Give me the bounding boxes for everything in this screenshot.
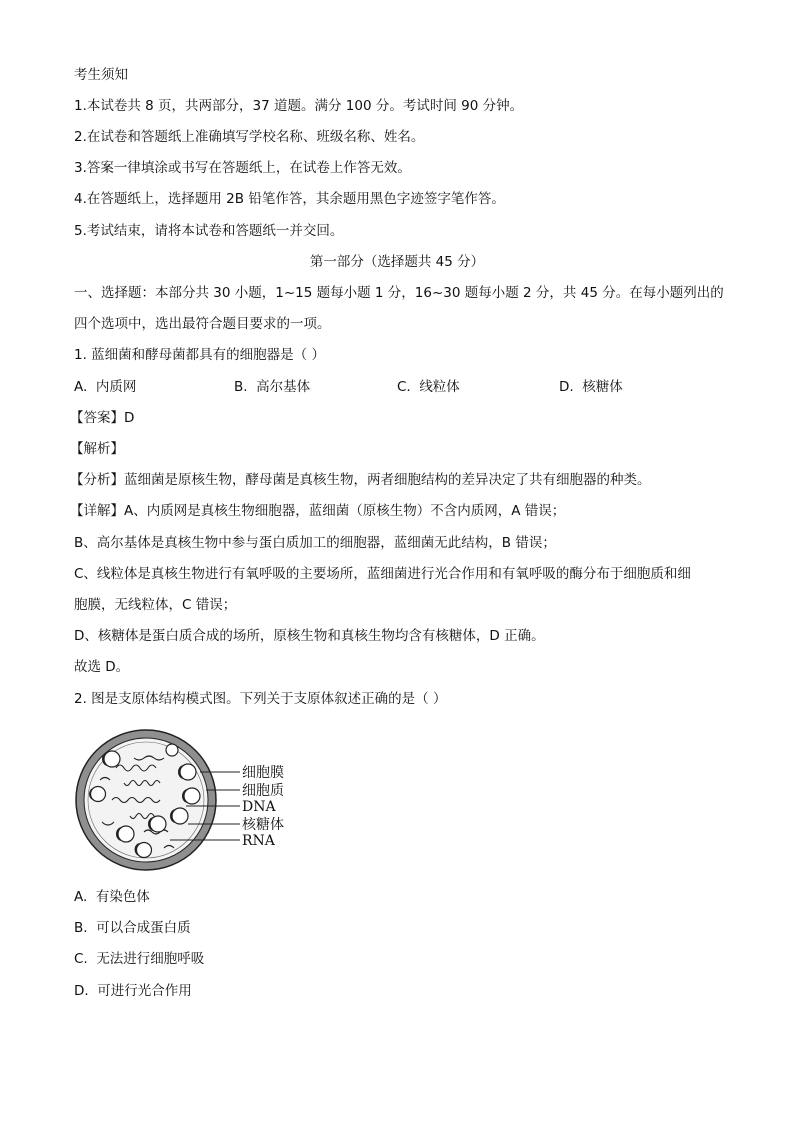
instruction-item-4: 4.在答题纸上，选择题用 2B 铅笔作答，其余题用黑色字迹签字笔作答。 [74, 191, 505, 207]
q2-option-letter: B. [74, 920, 88, 936]
q1-option-text: 线粒体 [419, 379, 460, 395]
q2-option-text: 可进行光合作用 [97, 983, 192, 999]
q1-explain-c-line-1: C、线粒体是真核生物进行有氧呼吸的主要场所，蓝细菌进行光合作用和有氧呼吸的酶分布于细胞质和细 [74, 566, 691, 582]
q2-option-text: 有染色体 [95, 889, 150, 905]
q1-explain-d: D、核糖体是蛋白质合成的场所，原核生物和真核生物均含有核糖体，D 正确。 [74, 628, 545, 644]
label-rna: RNA [242, 833, 275, 849]
label-cytoplasm: 细胞质 [242, 783, 284, 799]
label-dna: DNA [242, 799, 276, 815]
q2-option-text: 可以合成蛋白质 [96, 920, 191, 936]
part1-heading: 第一部分（选择题共 45 分） [309, 254, 485, 270]
part1-intro-line-2: 四个选项中，选出最符合题目要求的一项。 [74, 316, 331, 332]
q1-option-b [234, 378, 310, 396]
q1-fenxi: 【分析】蓝细菌是原核生物，酵母菌是真核生物，两者细胞结构的差异决定了共有细胞器的种类。 [70, 472, 651, 488]
q1-option-letter: B. [234, 379, 248, 395]
q1-xiangjie: 【详解】A、内质网是真核生物细胞器，蓝细菌（原核生物）不含内质网，A 错误； [70, 503, 566, 519]
q1-option-letter: A. [74, 379, 88, 395]
ribosome [180, 764, 196, 780]
q1-conclusion: 故选 D。 [74, 659, 130, 675]
mycoplasma-diagram [74, 728, 304, 873]
q1-option-text: 核糖体 [582, 379, 623, 395]
instruction-item-1: 1.本试卷共 8 页，共两部分，37 道题。满分 100 分。考试时间 90 分钟。 [74, 98, 524, 114]
q1-explain-c-line-2: 胞膜，无线粒体，C 错误； [74, 597, 237, 613]
q2-option-a [74, 888, 150, 906]
ribosome [184, 788, 200, 804]
instructions-title: 考生须知 [74, 67, 128, 83]
q2-option-text: 无法进行细胞呼吸 [96, 951, 205, 967]
instruction-item-3: 3.答案一律填涂或书写在答题纸上，在试卷上作答无效。 [74, 160, 411, 176]
instruction-item-5: 5.考试结束，请将本试卷和答题纸一并交回。 [74, 223, 344, 239]
q1-explain-b: B、高尔基体是真核生物中参与蛋白质加工的细胞器，蓝细菌无此结构，B 错误； [74, 535, 556, 551]
q1-option-letter: D. [559, 379, 574, 395]
q1-analysis-label: 【解析】 [70, 441, 124, 457]
q1-answer: 【答案】D [70, 410, 135, 426]
ribosome [166, 744, 178, 756]
q1-option-text: 内质网 [95, 379, 137, 395]
ribosome [118, 826, 134, 842]
q1-option-a [74, 378, 136, 396]
part1-intro-line-1: 一、选择题：本部分共 30 小题，1~15 题每小题 1 分，16~30 题每小题 2 分，共 45 分。在每小题列出的 [74, 285, 724, 301]
q1-option-letter: C. [397, 379, 411, 395]
q2-stem: 2. 图是支原体结构模式图。下列关于支原体叙述正确的是（ ） [74, 691, 447, 707]
q2-option-d [74, 982, 192, 1000]
q1-option-c [397, 378, 460, 396]
q2-option-letter: A. [74, 889, 88, 905]
q1-option-d [559, 378, 623, 396]
q2-option-letter: C. [74, 951, 88, 967]
ribosome [172, 808, 188, 824]
label-ribosome: 核糖体 [242, 817, 284, 833]
q1-option-text: 高尔基体 [256, 379, 311, 395]
q2-option-letter: D. [74, 983, 89, 999]
ribosome [150, 816, 166, 832]
ribosome [104, 751, 120, 767]
q2-option-c [74, 950, 204, 968]
instruction-item-2: 2.在试卷和答题纸上准确填写学校名称、班级名称、姓名。 [74, 129, 425, 145]
mycoplasma-structure-figure [74, 728, 304, 873]
q1-stem: 1. 蓝细菌和酵母菌都具有的细胞器是（ ） [74, 347, 325, 363]
q2-option-b [74, 919, 191, 937]
label-cell-membrane: 细胞膜 [242, 765, 284, 781]
